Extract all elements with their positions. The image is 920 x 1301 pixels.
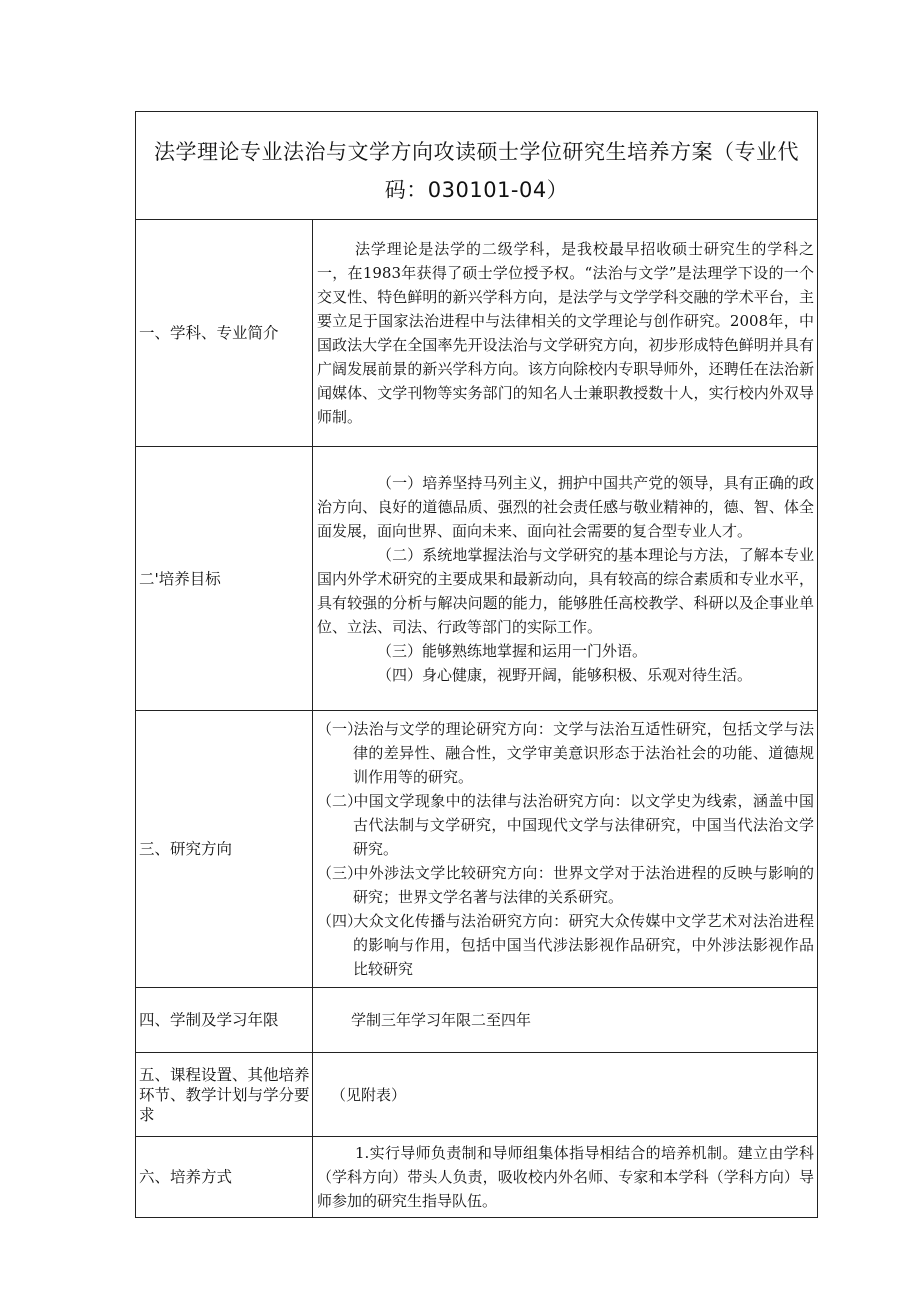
list-item: [317, 909, 814, 981]
section-row-method: [136, 1137, 818, 1218]
paragraph: 法学理论是法学的二级学科，是我校最早招收硕士研究生的学科之一，在1983年获得了硕士学位授予权。“法治与文学”是法理学下设的一个交叉性、特色鲜明的新兴学科方向，是法学与文学学科交融的学术平台，主要立足于国家法治进程中与法律相关的文学理论与创作研究。2008年，中国政法大学在全国率先开设法治与文学研究方向，初步形成特色鲜明并具有广阔发展前景的新兴学科方向。该方向除校内专职导师外，还聘任在法治新闻媒体、文学刊物等实务部门的知名人士兼职教授数十人，实行校内外双导师制。: [317, 240, 814, 426]
list-item-text: 法治与文学的理论研究方向：文学与法治互适性研究，包括文学与法律的差异性、融合性，文学审美意识形态于法治社会的功能、道德规训作用等的研究。: [353, 720, 814, 786]
list-item-number: （一）: [317, 720, 363, 738]
list-item-number: （四）: [317, 912, 363, 930]
section-content: [313, 988, 818, 1053]
section-label: 三、研究方向: [136, 711, 313, 988]
paragraph: （见附表）: [331, 1085, 407, 1104]
paragraph: （二）系统地掌握法治与文学研究的基本理论与方法，了解本专业国内外学术研究的主要成果和最新动向，具有较高的综合素质和专业水平，具有较强的分析与解决问题的能力，能够胜任高校教学、科研以及企事业单位、立法、司法、行政等部门的实际工作。: [317, 545, 814, 636]
paragraph: （三）能够熟练地掌握和运用一门外语。: [377, 641, 648, 660]
section-content: [313, 1137, 818, 1218]
section-content: [313, 220, 818, 447]
section-row-duration: [136, 988, 818, 1053]
list-item: [317, 789, 814, 861]
section-content: [313, 1053, 818, 1137]
document-title: 法学理论专业法治与文学方向攻读硕士学位研究生培养方案（专业代码：030101-04）: [136, 112, 818, 220]
section-row-intro: [136, 220, 818, 447]
list-item-number: （三）: [317, 864, 363, 882]
paragraph: 学制三年学习年限二至四年: [351, 1011, 532, 1029]
section-row-goals: [136, 447, 818, 711]
section-label: 二'培养目标: [136, 447, 313, 711]
title-row: [136, 112, 818, 220]
section-label: 六、培养方式: [136, 1137, 313, 1218]
section-content: [313, 711, 818, 988]
section-label: 一、学科、专业简介: [136, 220, 313, 447]
paragraph: （一）培养坚持马列主义，拥护中国共产党的领导，具有正确的政治方向、良好的道德品质、强烈的社会责任感与敬业精神的，德、智、体全面发展，面向世界、面向未来、面向社会需要的复合型专业人才。: [317, 473, 814, 540]
section-label: 五、课程设置、其他培养环节、教学计划与学分要求: [136, 1053, 313, 1137]
list-item: [317, 861, 814, 909]
section-row-courses: [136, 1053, 818, 1137]
list-item-text: 大众文化传播与法治研究方向：研究大众传媒中文学艺术对法治进程的影响与作用，包括中国当代涉法影视作品研究，中外涉法影视作品比较研究: [353, 912, 814, 978]
list-item-number: （二）: [317, 792, 363, 810]
section-label: 四、学制及学习年限: [136, 988, 313, 1053]
list-item-text: 中国文学现象中的法律与法治研究方向：以文学史为线索，涵盖中国古代法制与文学研究，中国现代文学与法律研究，中国当代法治文学研究。: [353, 792, 814, 858]
paragraph: （四）身心健康，视野开阔，能够积极、乐观对待生活。: [377, 665, 753, 684]
paragraph: 1.实行导师负责制和导师组集体指导相结合的培养机制。建立由学科（学科方向）带头人负责，吸收校内外名师、专家和本学科（学科方向）导师参加的研究生指导队伍。: [317, 1144, 814, 1210]
list-item: [317, 717, 814, 789]
section-row-directions: [136, 711, 818, 988]
training-plan-table: [135, 111, 818, 1218]
list-item-text: 中外涉法文学比较研究方向：世界文学对于法治进程的反映与影响的研究；世界文学名著与法律的关系研究。: [353, 864, 814, 906]
section-content: [313, 447, 818, 711]
